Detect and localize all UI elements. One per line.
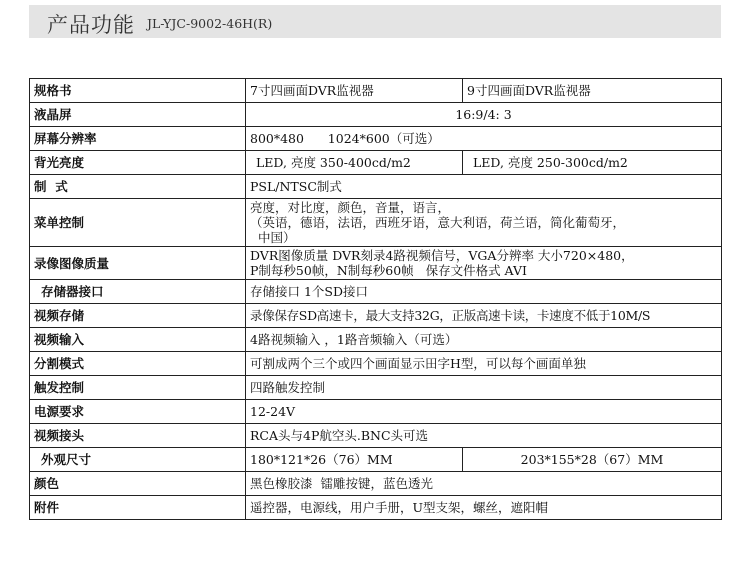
table-row [30, 304, 722, 328]
table-row [30, 352, 722, 376]
cell-value: 7寸四画面DVR监视器 [246, 79, 463, 103]
row-label: 视频存储 [30, 304, 246, 328]
row-label: 外观尺寸 [30, 448, 246, 472]
table-row [30, 127, 722, 151]
row-label: 存储器接口 [30, 280, 246, 304]
row-label: 屏幕分辨率 [30, 127, 246, 151]
table-row [30, 472, 722, 496]
table-row [30, 199, 722, 247]
cell-value: 存储接口 1个SD接口 [246, 280, 722, 304]
row-label: 视频接头 [30, 424, 246, 448]
row-label: 规格书 [30, 79, 246, 103]
spec-table [29, 78, 722, 520]
row-label: 录像图像质量 [30, 247, 246, 280]
table-row [30, 247, 722, 280]
table-row [30, 424, 722, 448]
row-label: 分割模式 [30, 352, 246, 376]
row-label: 液晶屏 [30, 103, 246, 127]
cell-value: 12-24V [246, 400, 722, 424]
row-label: 附件 [30, 496, 246, 520]
cell-value: 203*155*28（67）MM [463, 448, 722, 472]
text-line: 中国） [258, 230, 296, 245]
cell-value [246, 247, 722, 280]
page-title: 产品功能 [47, 13, 135, 37]
table-row [30, 328, 722, 352]
row-label: 制 式 [30, 175, 246, 199]
table-row [30, 376, 722, 400]
cell-value: 9寸四画面DVR监视器 [463, 79, 722, 103]
row-label: 电源要求 [30, 400, 246, 424]
table-row [30, 280, 722, 304]
cell-value: RCA头与4P航空头.BNC头可选 [246, 424, 722, 448]
row-label: 触发控制 [30, 376, 246, 400]
cell-value: 遥控器，电源线，用户手册，U型支架，螺丝，遮阳帽 [246, 496, 722, 520]
table-row [30, 79, 722, 103]
cell-value: 800*480 1024*600（可选） [246, 127, 722, 151]
cell-value: LED, 亮度 250-300cd/m2 [463, 151, 722, 175]
table-row [30, 496, 722, 520]
header-bar [29, 5, 721, 38]
table-row [30, 103, 722, 127]
text-line: P制每秒50帧，N制每秒60帧 保存文件格式 AVI [250, 263, 527, 278]
table-row [30, 151, 722, 175]
cell-value [246, 199, 722, 247]
cell-value: 四路触发控制 [246, 376, 722, 400]
cell-value: 4路视频输入 ，1路音频输入（可选） [246, 328, 722, 352]
row-label: 颜色 [30, 472, 246, 496]
cell-value: LED, 亮度 350-400cd/m2 [246, 151, 463, 175]
cell-value: 黑色橡胶漆 镭雕按键，蓝色透光 [246, 472, 722, 496]
row-label: 菜单控制 [30, 199, 246, 247]
model-number: JL-YJC-9002-46H(R) [147, 16, 273, 31]
row-label: 视频输入 [30, 328, 246, 352]
cell-value: PSL/NTSC制式 [246, 175, 722, 199]
cell-value: 180*121*26（76）MM [246, 448, 463, 472]
table-row [30, 400, 722, 424]
cell-value: 16:9/4: 3 [246, 103, 722, 127]
cell-value: 可割成两个三个或四个画面显示田字H型，可以每个画面单独 [246, 352, 722, 376]
text-line: （英语，德语，法语，西班牙语，意大利语，荷兰语，简化葡萄牙， [250, 215, 626, 230]
row-label: 背光亮度 [30, 151, 246, 175]
text-line: DVR图像质量 DVR刻录4路视频信号，VGA分辨率 大小720×480， [250, 248, 634, 263]
text-line: 亮度，对比度，颜色，音量，语言， [250, 200, 451, 215]
table-row [30, 448, 722, 472]
table-row [30, 175, 722, 199]
cell-value: 录像保存SD高速卡，最大支持32G，正版高速卡读，卡速度不低于10M/S [246, 304, 722, 328]
